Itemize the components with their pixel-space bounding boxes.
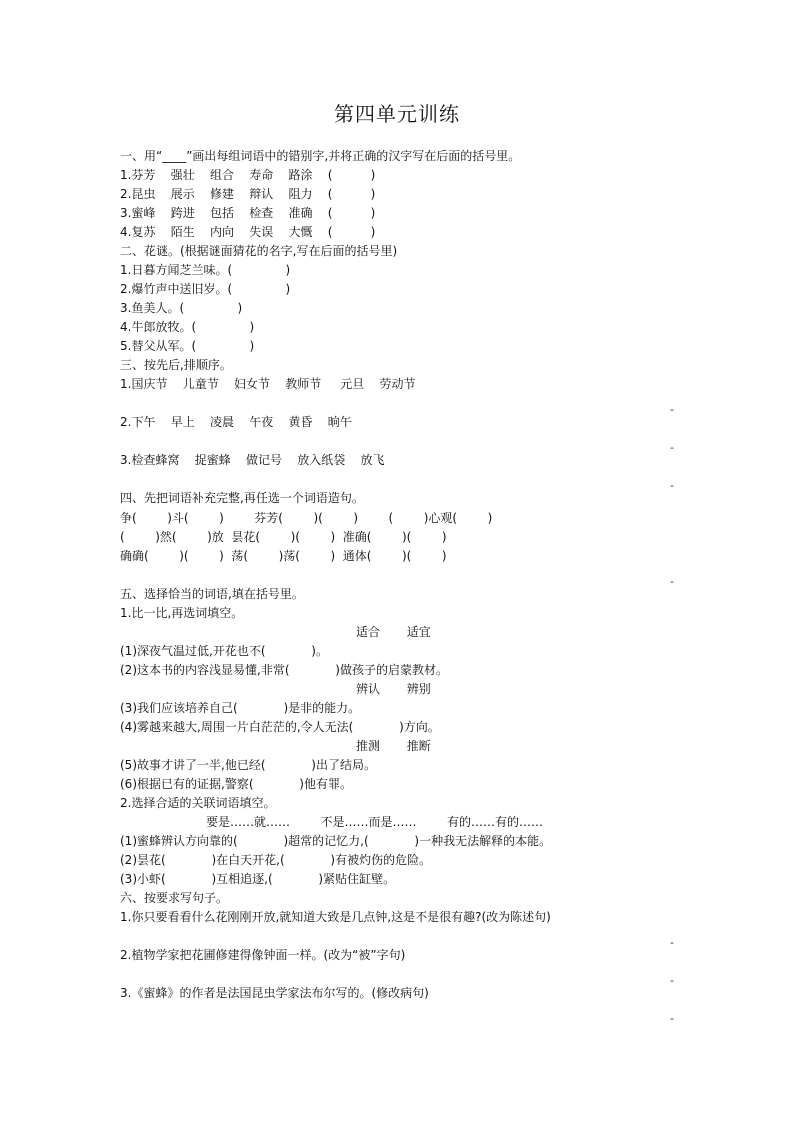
answer-line-mark: - bbox=[670, 575, 674, 588]
q3-row-1: 1.国庆节 儿童节 妇女节 教师节 元旦 劳动节 bbox=[120, 377, 416, 391]
q2-row-5: 5.替父从军。( ) bbox=[120, 339, 255, 353]
q6-heading: 六、按要求写句子。 bbox=[120, 891, 229, 905]
q3-row-2: 2.下午 早上 凌晨 午夜 黄昏 晌午 bbox=[120, 415, 352, 429]
q2-row-3: 3.鱼美人。( ) bbox=[120, 301, 243, 315]
q5-sentence-4: (4)雾越来越大,周围一片白茫茫的,令人无法( )方向。 bbox=[120, 720, 440, 734]
page-title: 第四单元训练 bbox=[334, 102, 460, 126]
q2-row-1: 1.日暮方闻芝兰味。( ) bbox=[120, 263, 291, 277]
q6-row-3: 3.《蜜蜂》的作者是法国昆虫学家法布尔写的。(修改病句) bbox=[120, 986, 429, 1000]
q1-row-2: 2.昆虫 展示 修建 辩认 阻力 ( ) bbox=[120, 187, 376, 201]
q5-sentence-7: (1)蜜蜂辨认方向靠的( )超常的记忆力,( )一种我无法解释的本能。 bbox=[120, 834, 552, 848]
q5-sentence-8: (2)昙花( )在白天开花,( )有被灼伤的危险。 bbox=[120, 853, 432, 867]
answer-line-mark: - bbox=[670, 403, 674, 416]
q4-row-2: ( )然( )放 昙花( )( ) 准确( )( ) bbox=[120, 530, 447, 544]
q5-sentence-3: (3)我们应该培养自己( )是非的能力。 bbox=[120, 701, 361, 715]
answer-line-mark: - bbox=[670, 936, 674, 949]
answer-line-mark: - bbox=[670, 1012, 674, 1025]
q6-row-1: 1.你只要看看什么花刚刚开放,就知道大致是几点钟,这是不是很有趣?(改为陈述句) bbox=[120, 910, 551, 924]
q1-heading-pre: 一、用“ bbox=[120, 149, 163, 163]
q5-sub-2: 2.选择合适的关联词语填空。 bbox=[120, 796, 276, 810]
q5-sentence-2: (2)这本书的内容浅显易懂,非常( )做孩子的启蒙教材。 bbox=[120, 663, 448, 677]
q1-heading-blank: ____ bbox=[162, 149, 187, 163]
q1-heading-post: ”画出每组词语中的错别字,并将正确的汉字写在后面的括号里。 bbox=[186, 149, 521, 163]
answer-line-mark: - bbox=[670, 441, 674, 454]
q1-row-3: 3.蜜峰 跨进 包括 检查 准确 ( ) bbox=[120, 206, 376, 220]
word-choice-3: 推测 推断 bbox=[356, 739, 431, 753]
q1-heading bbox=[120, 148, 520, 164]
q5-sentence-1: (1)深夜气温过低,开花也不( )。 bbox=[120, 644, 328, 658]
q3-row-3: 3.检查蜂窝 捉蜜蜂 做记号 放入纸袋 放飞 bbox=[120, 453, 385, 467]
conjunction-choices: 要是……就…… 不是……而是…… 有的……有的…… bbox=[206, 815, 544, 829]
q4-row-1: 争( )斗( ) 芬芳( )( ) ( )心观( ) bbox=[120, 511, 493, 525]
q5-sub-1: 1.比一比,再选词填空。 bbox=[120, 606, 244, 620]
answer-line-mark: - bbox=[670, 479, 674, 492]
q3-heading: 三、按先后,排顺序。 bbox=[120, 358, 232, 372]
q5-sentence-5: (5)故事才讲了一半,他已经( )出了结局。 bbox=[120, 758, 376, 772]
q5-sentence-6: (6)根据已有的证据,警察( )他有罪。 bbox=[120, 777, 352, 791]
q1-row-1: 1.芬芳 强壮 组合 寿命 路涂 ( ) bbox=[120, 168, 376, 182]
q6-row-2: 2.植物学家把花圃修建得像钟面一样。(改为“被”字句) bbox=[120, 948, 406, 962]
q4-row-3: 确确( )( ) 荡( )荡( ) 通体( )( ) bbox=[120, 549, 447, 563]
q2-row-4: 4.牛郎放牧。( ) bbox=[120, 320, 255, 334]
word-choice-1: 适合 适宜 bbox=[356, 625, 431, 639]
q2-row-2: 2.爆竹声中送旧岁。( ) bbox=[120, 282, 291, 296]
q1-row-4: 4.复苏 陌生 内向 失误 大慨 ( ) bbox=[120, 225, 376, 239]
q5-heading: 五、选择恰当的词语,填在括号里。 bbox=[120, 587, 304, 601]
q2-heading: 二、花谜。(根据谜面猜花的名字,写在后面的括号里) bbox=[120, 244, 398, 258]
word-choice-2: 辨认 辨别 bbox=[356, 682, 431, 696]
answer-line-mark: - bbox=[670, 974, 674, 987]
q5-sentence-9: (3)小虾( )互相追逐,( )紧贴住缸壁。 bbox=[120, 872, 396, 886]
q4-heading: 四、先把词语补充完整,再任选一个词语造句。 bbox=[120, 491, 364, 505]
